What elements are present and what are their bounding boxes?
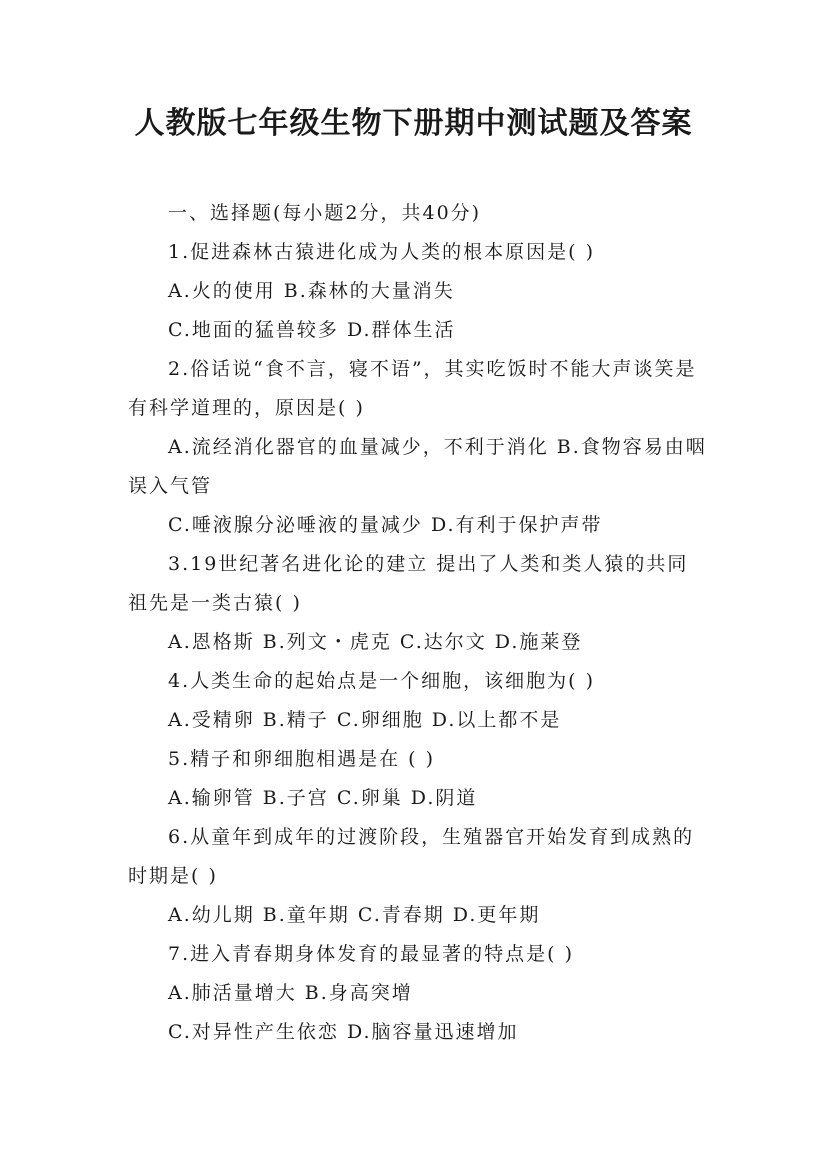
question-7-options-cd: C.对异性产生依恋 D.脑容量迅速增加 [168, 1021, 519, 1043]
question-1: 1.促进森林古猿进化成为人类的根本原因是( ) [168, 241, 595, 263]
question-7: 7.进入青春期身体发育的最显著的特点是( ) [168, 943, 574, 965]
question-3-options: A.恩格斯 B.列文・虎克 C.达尔文 D.施莱登 [168, 631, 583, 653]
question-4: 4.人类生命的起始点是一个细胞，该细胞为( ) [168, 670, 595, 692]
question-4-options: A.受精卵 B.精子 C.卵细胞 D.以上都不是 [168, 709, 562, 731]
question-2-options-cd: C.唾液腺分泌唾液的量减少 D.有利于保护声带 [168, 514, 603, 536]
question-6-options: A.幼儿期 B.童年期 C.青春期 D.更年期 [168, 904, 541, 926]
document-body [128, 194, 708, 1052]
question-7-options-ab: A.肺活量增大 B.身高突增 [168, 982, 413, 1004]
question-1-options-ab: A.火的使用 B.森林的大量消失 [168, 280, 455, 302]
question-2-options-ab: A.流经消化器官的血量减少，不利于消化 B.食物容易由咽误入气管 [128, 436, 707, 497]
document-title: 人教版七年级生物下册期中测试题及答案 [134, 106, 693, 141]
question-3: 3.19世纪著名进化论的建立 提出了人类和类人猿的共同祖先是一类古猿( ) [128, 553, 689, 614]
section-heading: 一、选择题(每小题2分，共40分) [168, 202, 482, 224]
question-1-options-cd: C.地面的猛兽较多 D.群体生活 [168, 319, 456, 341]
question-2: 2.俗话说“食不言，寝不语”，其实吃饭时不能大声谈笑是有科学道理的，原因是( ) [128, 358, 697, 419]
question-5-options: A.输卵管 B.子宫 C.卵巢 D.阴道 [168, 787, 478, 809]
question-5: 5.精子和卵细胞相遇是在 ( ) [168, 748, 436, 770]
question-6: 6.从童年到成年的过渡阶段，生殖器官开始发育到成熟的时期是( ) [128, 826, 695, 887]
